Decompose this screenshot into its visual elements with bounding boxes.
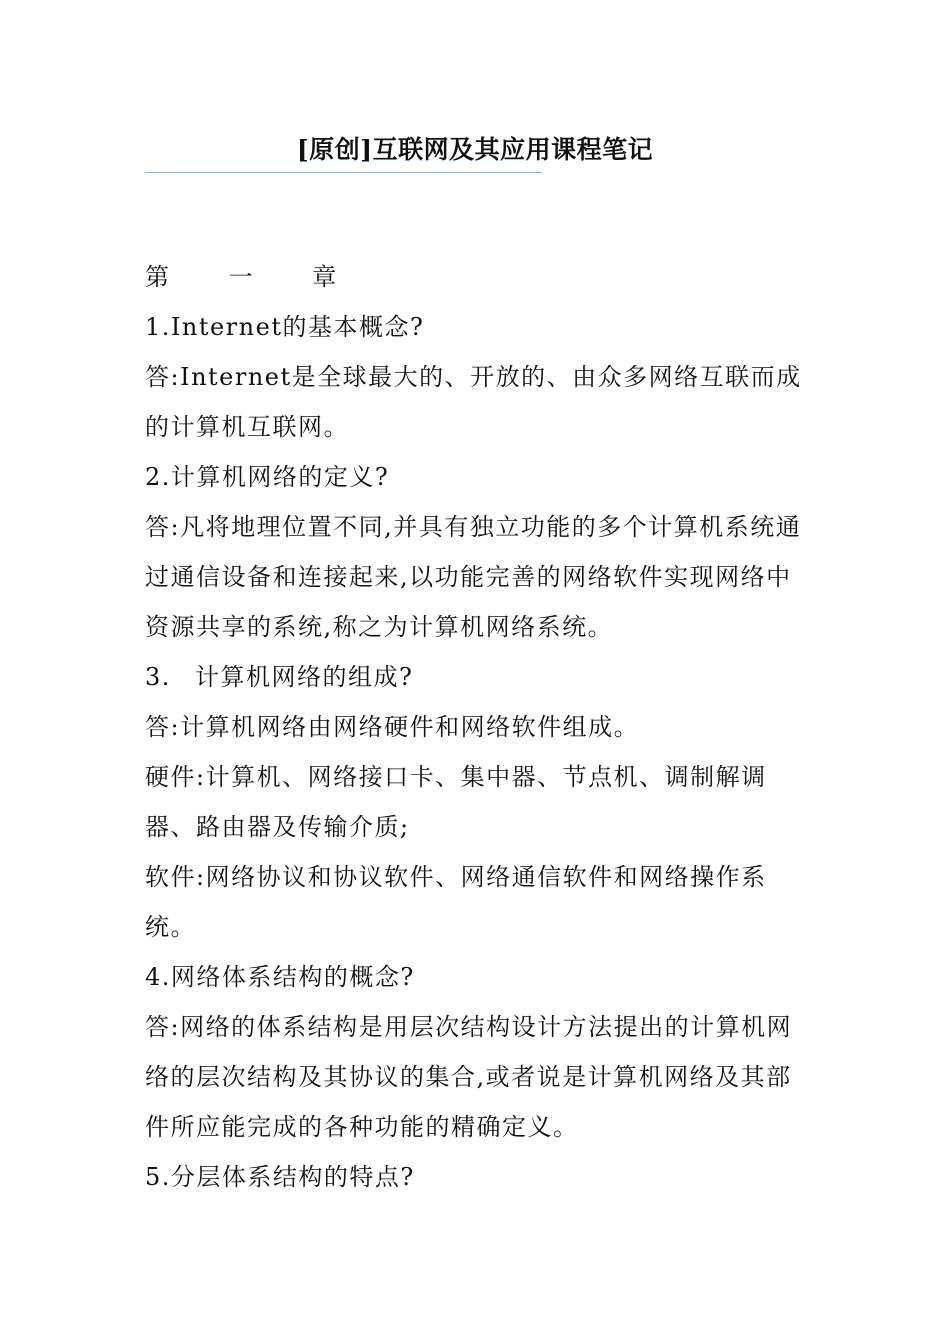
chapter-heading: 第 一 章: [145, 263, 363, 291]
question-3-text: 计算机网络的组成?: [195, 663, 414, 691]
title-underline: [145, 172, 542, 173]
question-4: 4.网络体系结构的概念?: [145, 963, 415, 991]
question-2: 2.计算机网络的定义?: [145, 463, 390, 491]
page-title: [原创]互联网及其应用课程笔记: [296, 135, 654, 164]
question-1: 1.Internet的基本概念?: [145, 313, 425, 341]
answer-1: 答:Internet是全球最大的、开放的、由众多网络互联而成的计算机互联网。: [145, 363, 802, 441]
question-3: [145, 652, 810, 702]
hardware-list: 硬件:计算机、网络接口卡、集中器、节点机、调制解调器、路由器及传输介质;: [145, 763, 767, 841]
document-body: [145, 252, 810, 1202]
software-list: 软件:网络协议和协议软件、网络通信软件和网络操作系统。: [145, 863, 767, 941]
answer-4: 答:网络的体系结构是用层次结构设计方法提出的计算机网络的层次结构及其协议的集合,或者说是计算机网络及其部件所应能完成的各种功能的精确定义。: [145, 1013, 793, 1141]
question-3-number: 3.: [145, 663, 171, 691]
question-5: 5.分层体系结构的特点?: [145, 1163, 415, 1191]
answer-3: 答:计算机网络由网络硬件和网络软件组成。: [145, 713, 640, 741]
answer-2: 答:凡将地理位置不同,并具有独立功能的多个计算机系统通过通信设备和连接起来,以功能完善的网络软件实现网络中资源共享的系统,称之为计算机网络系统。: [145, 513, 802, 641]
